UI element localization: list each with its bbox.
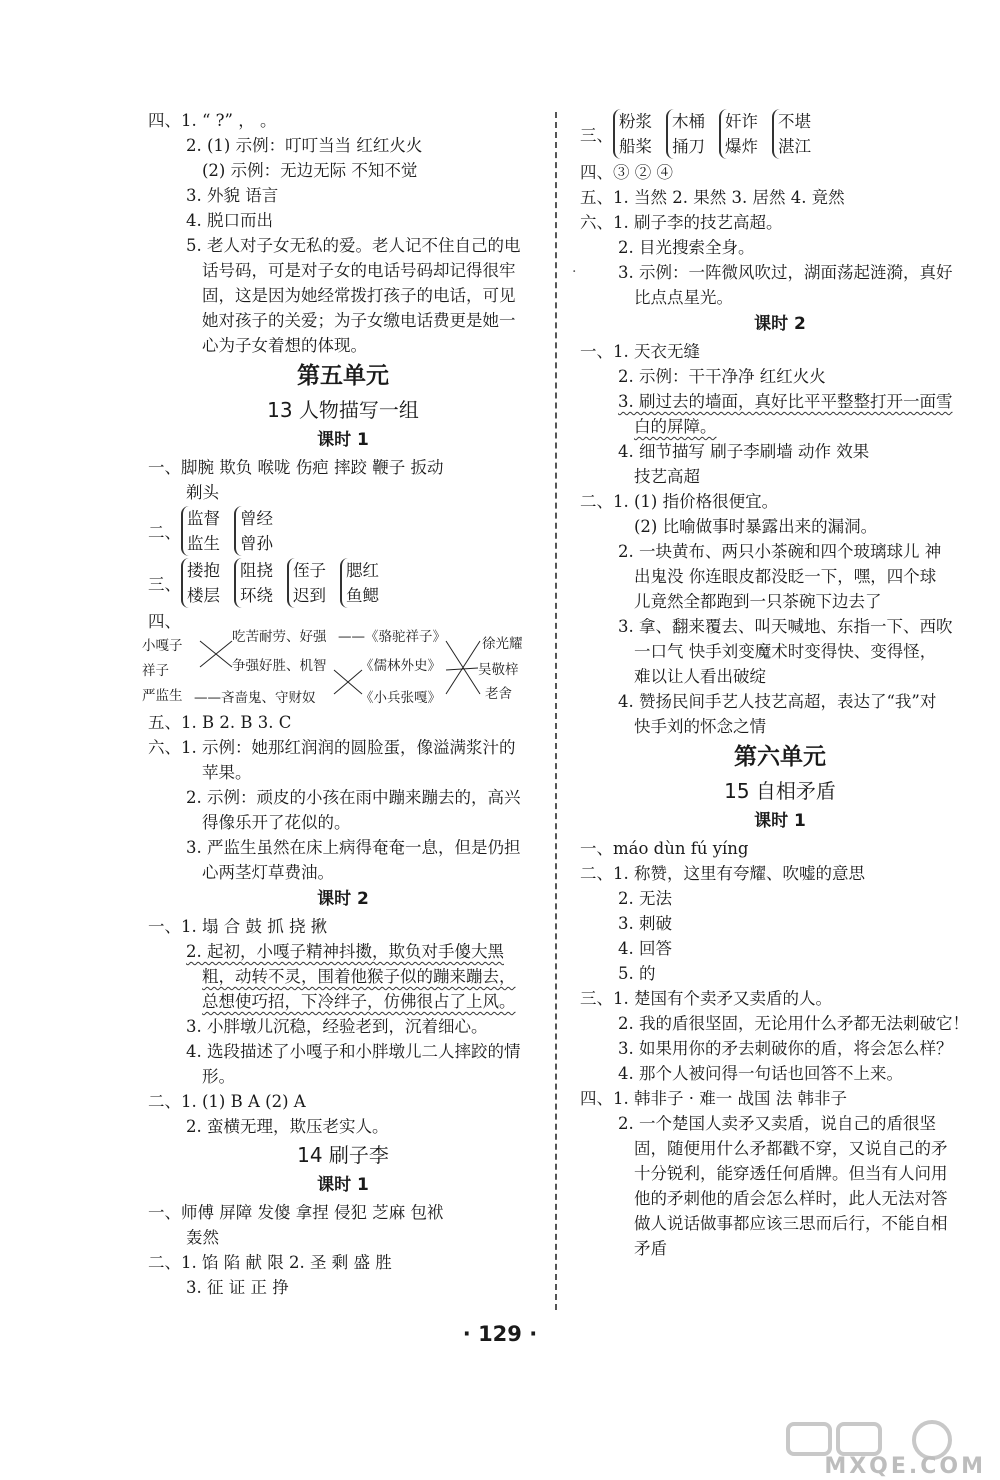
page-number: · 129 · xyxy=(462,1322,538,1346)
answer-line: 4. 回答 xyxy=(618,939,672,958)
match-book: 《儒林外史》 xyxy=(360,658,441,674)
answer-line: 五、1. 当然 2. 果然 3. 居然 4. 竟然 xyxy=(580,188,845,207)
answer-line: 3. 刺破 xyxy=(618,914,672,933)
answer-line: 2. 一块黄布、两只小茶碗和四个玻璃球儿 神 xyxy=(618,542,942,561)
word-pair-row xyxy=(580,108,980,160)
answer-line: 3. 外貌 语言 xyxy=(186,186,279,205)
section-label: 三、 xyxy=(148,575,181,594)
answer-line: 4. 赞扬民间手艺人技艺高超，表达了“我”对 xyxy=(618,692,937,711)
answer-line: 一口气 快手刘变魔术时变得快、变得怪， xyxy=(634,642,937,661)
answer-line: 3. 示例：一阵微风吹过，湖面荡起涟漪，真好 xyxy=(618,263,953,282)
answer-line: 比点点星光。 xyxy=(634,288,733,307)
unit-heading: 第五单元 xyxy=(297,363,389,389)
stray-dot: . xyxy=(572,260,577,276)
answer-line: 五、1. B 2. B 3. C xyxy=(148,713,292,732)
word-pair-group: 监督 监生 xyxy=(181,506,220,556)
lesson-heading: 13 人物描写一组 xyxy=(267,398,419,422)
period-heading: 课时 1 xyxy=(317,1175,369,1195)
word-pair-group: 奸诈 爆炸 xyxy=(719,109,758,159)
answer-line: 4. 细节描写 刷子李刷墙 动作 效果 xyxy=(618,442,870,461)
answer-line: 3. 拿、翻来覆去、叫天喊地、东指一下、西吹 xyxy=(618,617,953,636)
answer-line: 她对孩子的关爱；为子女缴电话费更是她一 xyxy=(202,311,516,330)
answer-line: 儿竟然全都跑到一只茶碗下边去了 xyxy=(634,592,882,611)
answer-line: 二、1. (1) 指价格很便宜。 xyxy=(580,492,779,511)
word-pair-group: 粉浆 船桨 xyxy=(613,109,652,159)
word-pair-group: 腮红 鱼鳃 xyxy=(340,558,379,608)
word-pair-group: 搂抱 楼层 xyxy=(181,558,220,608)
answer-line: 剃头 xyxy=(186,483,219,502)
word-pair-group: 不堪 湛江 xyxy=(772,109,811,159)
match-book: ——《骆驼祥子》 xyxy=(338,629,446,645)
answer-line: 白的屏障。 xyxy=(634,417,717,436)
answer-line: 话号码，可是对子女的电话号码却记得很牢 xyxy=(202,261,516,280)
word-pair-group: 侄子 迟到 xyxy=(287,558,326,608)
answer-line: 二、1. (1) B A (2) A xyxy=(148,1092,306,1111)
answer-line: 轰然 xyxy=(186,1228,219,1247)
matching-diagram xyxy=(142,629,538,710)
answer-line: 六、1. 刷子李的技艺高超。 xyxy=(580,213,783,232)
left-column xyxy=(142,108,538,1300)
answer-line: 2. 无法 xyxy=(618,889,672,908)
match-trait: 争强好胜、机智 xyxy=(232,658,327,674)
match-trait: ——吝啬鬼、守财奴 xyxy=(194,690,316,706)
match-author: 老舍 xyxy=(485,686,512,702)
answer-line: 十分锐利，能穿透任何盾牌。但当有人问用 xyxy=(634,1164,948,1183)
period-heading: 课时 2 xyxy=(317,889,369,909)
unit-heading: 第六单元 xyxy=(734,744,826,770)
answer-line: 5. 的 xyxy=(618,964,656,983)
answer-line: 矛盾 xyxy=(634,1239,667,1258)
answer-line: 四、1. 韩非子 · 难一 战国 法 韩非子 xyxy=(580,1089,847,1108)
answer-line: (2) 示例：无边无际 不知不觉 xyxy=(202,161,418,180)
word-pair-group: 木桶 捅刀 xyxy=(666,109,705,159)
answer-line: 2. (1) 示例：叮叮当当 红红火火 xyxy=(186,136,423,155)
answer-line: 3. 如果用你的矛去刺破你的盾，将会怎么样？ xyxy=(618,1039,953,1058)
answer-line: 总想使巧招，下冷绊子，仿佛很占了上风。 xyxy=(202,992,516,1011)
answer-line: 固，随便用什么矛都戳不穿，又说自己的矛 xyxy=(634,1139,948,1158)
section-label: 四、 xyxy=(148,612,181,631)
answer-line: 形。 xyxy=(202,1067,235,1086)
answer-line: 三、1. 楚国有个卖矛又卖盾的人。 xyxy=(580,989,832,1008)
answer-line: 5. 老人对子女无私的爱。老人记不住自己的电 xyxy=(186,236,521,255)
answer-line: 他的矛刺他的盾会怎么样时，此人无法对答 xyxy=(634,1189,948,1208)
period-heading: 课时 2 xyxy=(754,314,806,334)
lesson-heading: 15 自相矛盾 xyxy=(724,779,836,803)
answer-line: 得像乐开了花似的。 xyxy=(202,813,351,832)
match-author: 徐光耀 xyxy=(482,636,523,652)
answer-line: (2) 比喻做事时暴露出来的漏洞。 xyxy=(634,517,878,536)
answer-line: 难以让人看出破绽 xyxy=(634,667,766,686)
match-name: 祥子 xyxy=(142,663,169,679)
answer-line: 2. 目光搜索全身。 xyxy=(618,238,755,257)
answer-line: 3. 严监生虽然在床上病得奄奄一息，但是仍担 xyxy=(186,838,521,857)
section-label: 二、 xyxy=(148,523,181,542)
answer-line: 3. 小胖墩儿沉稳，经验老到，沉着细心。 xyxy=(186,1017,488,1036)
word-pair-group: 曾经 曾孙 xyxy=(234,506,273,556)
answer-line: 一、1. 塌 合 鼓 抓 挠 揪 xyxy=(148,917,328,936)
word-pair-group: 阻挠 环绕 xyxy=(234,558,273,608)
word-pair-row xyxy=(148,505,538,557)
answer-line: 粗，动转不灵，围着他猴子似的蹦来蹦去， xyxy=(202,967,516,986)
answer-line: 2. 示例：干干净净 红红火火 xyxy=(618,367,826,386)
answer-line: 一、脚腕 欺负 喉咙 伤疤 摔跤 鞭子 扳动 xyxy=(148,458,444,477)
answer-line: 固，这是因为她经常拨打孩子的电话，可见 xyxy=(202,286,516,305)
match-author: 吴敬梓 xyxy=(478,662,519,678)
match-book: 《小兵张嘎》 xyxy=(360,690,441,706)
match-trait: 吃苦耐劳、好强 xyxy=(232,629,327,645)
answer-line: 3. 征 证 正 挣 xyxy=(186,1278,289,1297)
period-heading: 课时 1 xyxy=(754,811,806,831)
word-pair-row xyxy=(148,557,538,609)
answer-line: 4. 脱口而出 xyxy=(186,211,273,230)
answer-line: 苹果。 xyxy=(202,763,252,782)
answer-line: 一、师傅 屏障 发傻 拿捏 侵犯 芝麻 包袱 xyxy=(148,1203,444,1222)
period-heading: 课时 1 xyxy=(317,430,369,450)
answer-line: 六、1. 示例：她那红润润的圆脸蛋，像溢满浆汁的 xyxy=(148,738,516,757)
answer-line: 四、③ ② ④ xyxy=(580,163,673,182)
answer-line: 4. 那个人被问得一句话也回答不上来。 xyxy=(618,1064,903,1083)
answer-line: 2. 一个楚国人卖矛又卖盾，说自己的盾很坚 xyxy=(618,1114,936,1133)
answer-line: 出鬼没 你连眼皮都没眨一下，嘿，四个球 xyxy=(634,567,937,586)
answer-line: 2. 示例：顽皮的小孩在雨中蹦来蹦去的，高兴 xyxy=(186,788,521,807)
answer-line: 技艺高超 xyxy=(634,467,700,486)
watermark-text: MXQE.COM xyxy=(824,1454,986,1479)
answer-line: 一、máo dùn fú yíng xyxy=(580,839,749,858)
answer-line: 一、1. 天衣无缝 xyxy=(580,342,700,361)
column-divider xyxy=(555,112,557,1310)
match-name: 小嘎子 xyxy=(142,638,183,654)
answer-line: 2. 起初，小嘎子精神抖擞，欺负对手傻大黑 xyxy=(186,942,504,961)
answer-line: 心为子女着想的体现。 xyxy=(202,336,367,355)
answer-line: 二、1. 称赞，这里有夸耀、吹嘘的意思 xyxy=(580,864,865,883)
lesson-heading: 14 刷子李 xyxy=(297,1143,389,1167)
answer-line: 二、1. 馅 陷 献 限 2. 圣 剩 盛 胜 xyxy=(148,1253,392,1272)
answer-line: 2. 蛮横无理，欺压老实人。 xyxy=(186,1117,389,1136)
section-label: 三、 xyxy=(580,126,613,145)
answer-line: 快手刘的怀念之情 xyxy=(634,717,766,736)
right-column xyxy=(580,108,980,1261)
answer-line: 做人说话做事都应该三思而后行，不能自相 xyxy=(634,1214,948,1233)
matching-lines xyxy=(148,634,538,710)
answer-line: 四、1. “ ?” ， 。 xyxy=(148,111,277,130)
answer-line: 2. 我的盾很坚固，无论用什么矛都无法刺破它！ xyxy=(618,1014,969,1033)
answer-line: 3. 刷过去的墙面，真好比平平整整打开一面雪 xyxy=(618,392,953,411)
match-name: 严监生 xyxy=(142,688,183,704)
answer-line: 4. 选段描述了小嘎子和小胖墩儿二人摔跤的情 xyxy=(186,1042,521,1061)
answer-line: 心两茎灯草费油。 xyxy=(202,863,334,882)
